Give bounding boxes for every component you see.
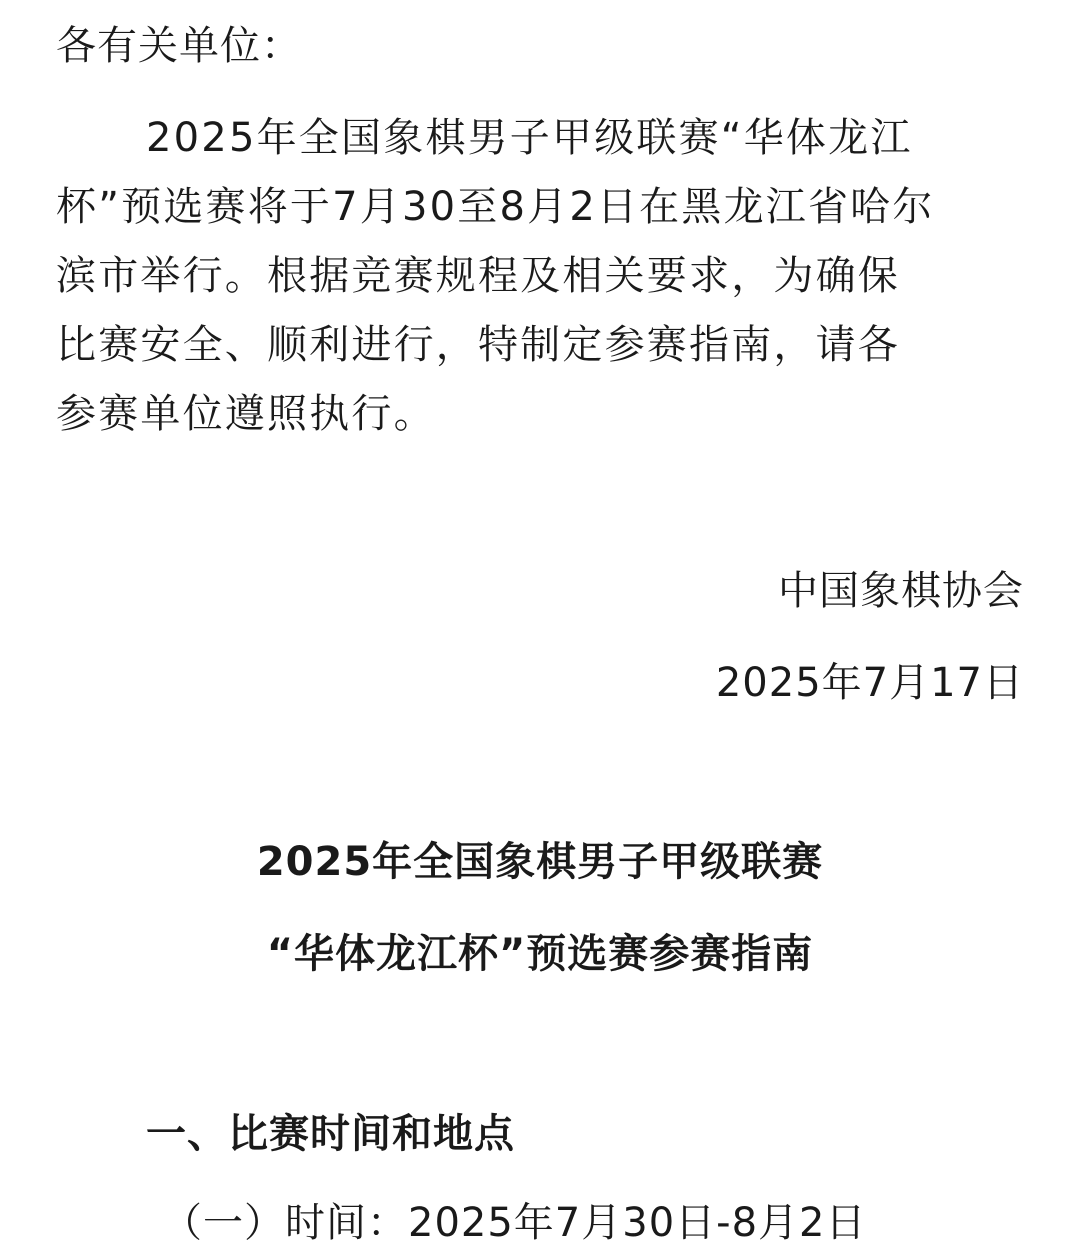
section-heading: 一、比赛时间和地点 — [146, 1111, 515, 1157]
section-item-time: （一）时间：2025年7月30日-8月2日 — [162, 1200, 867, 1246]
salutation: 各有关单位： — [56, 23, 302, 69]
guide-title-line-2: “华体龙江杯”预选赛参赛指南 — [266, 931, 814, 977]
body-line: 比赛安全、顺利进行，特制定参赛指南，请各 — [56, 322, 900, 368]
notice-body — [56, 104, 1024, 449]
body-line: 参赛单位遵照执行。 — [56, 391, 436, 437]
guide-title-line-1: 2025年全国象棋男子甲级联赛 — [256, 839, 824, 885]
issue-date: 2025年7月17日 — [715, 660, 1024, 706]
signer-organization: 中国象棋协会 — [778, 568, 1024, 614]
body-line: 滨市举行。根据竞赛规程及相关要求，为确保 — [56, 253, 900, 299]
body-line: 2025年全国象棋男子甲级联赛“华体龙江 — [146, 115, 913, 161]
body-line: 杯”预选赛将于7月30至8月2日在黑龙江省哈尔 — [56, 184, 935, 230]
